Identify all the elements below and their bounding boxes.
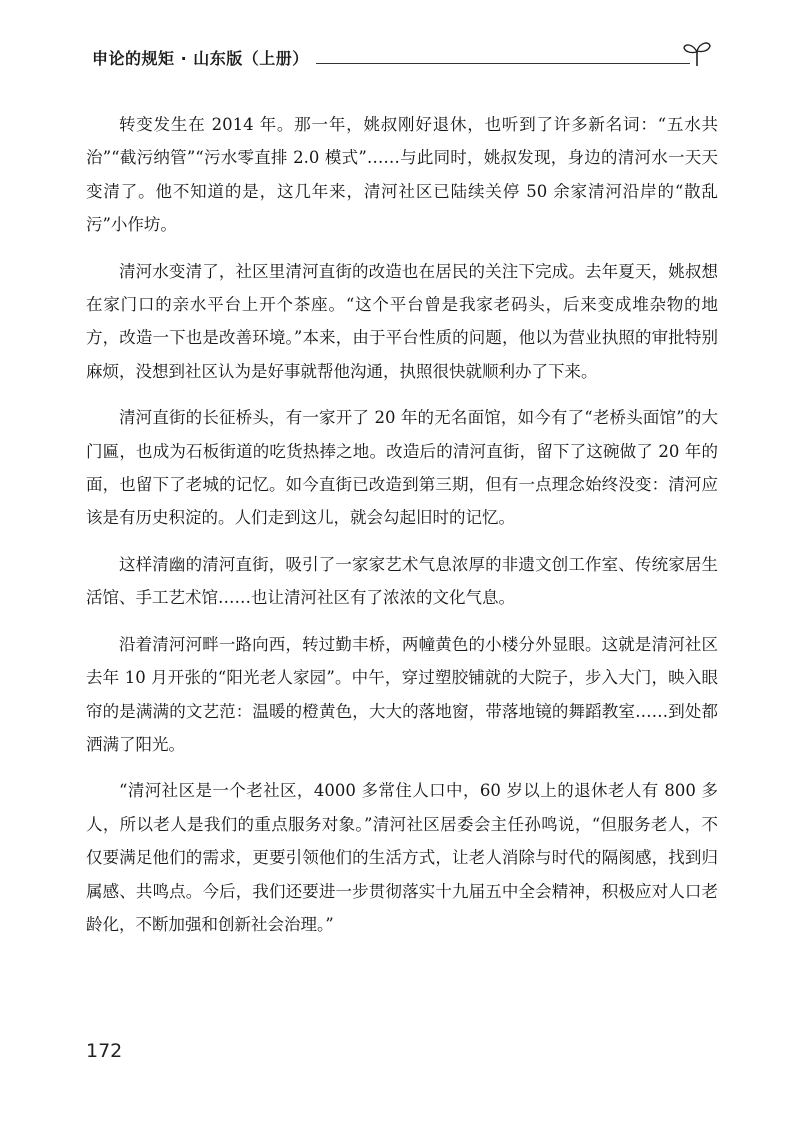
running-header <box>92 38 712 70</box>
paragraph: “清河社区是一个老社区，4000 多常住人口中，60 岁以上的退休老人有 800 多人，所以老人是我们的重点服务对象。”清河社区居委会主任孙鸣说，“但服务老人，不仅要满足他们的需求，更要引领他们的生活方式，让老人消除与时代的隔阂感，找到归属感、共鸣点。今后，我们还要进一步贯彻落实十九届五中全会精神，积极应对人口老龄化，不断加强和创新社会治理。” <box>86 781 718 934</box>
sprout-icon <box>682 38 712 68</box>
header-rule <box>316 63 690 64</box>
paragraph: 这样清幽的清河直街，吸引了一家家艺术气息浓厚的非遗文创工作室、传统家居生活馆、手工艺术馆……也让清河社区有了浓浓的文化气息。 <box>86 554 718 608</box>
page-number: 172 <box>86 1040 123 1062</box>
paragraph: 清河水变清了，社区里清河直街的改造也在居民的关注下完成。去年夏天，姚叔想在家门口的亲水平台上开个茶座。“这个平台曾是我家老码头，后来变成堆杂物的地方，改造一下也是改善环境。”本来，由于平台性质的问题，他以为营业执照的审批特别麻烦，没想到社区认为是好事就帮他沟通，执照很快就顺利办了下来。 <box>86 261 718 381</box>
paragraph: 清河直街的长征桥头，有一家开了 20 年的无名面馆，如今有了“老桥头面馆”的大门匾，也成为石板街道的吃货热捧之地。改造后的清河直街，留下了这碗做了 20 年的面，也留下了老城的记忆。如今直街已改造到第三期，但有一点理念始终没变：清河应该是有历史积淀的。人们走到这儿，就会勾起旧时的记忆。 <box>86 408 718 528</box>
body-text <box>86 108 718 954</box>
paragraph: 转变发生在 2014 年。那一年，姚叔刚好退休，也听到了许多新名词：“五水共治”“截污纳管”“污水零直排 2.0 模式”……与此同时，姚叔发现，身边的清河水一天天变清了。他不知道的是，这几年来，清河社区已陆续关停 50 余家清河沿岸的“散乱污”小作坊。 <box>86 115 718 235</box>
paragraph: 沿着清河河畔一路向西，转过勤丰桥，两幢黄色的小楼分外显眼。这就是清河社区去年 10 月开张的“阳光老人家园”。中午，穿过塑胶铺就的大院子，步入大门，映入眼帘的是满满的文艺范：温暖的橙黄色，大大的落地窗，带落地镜的舞蹈教室……到处都洒满了阳光。 <box>86 634 718 754</box>
header-title: 申论的规矩 · 山东版（上册） <box>92 49 309 68</box>
